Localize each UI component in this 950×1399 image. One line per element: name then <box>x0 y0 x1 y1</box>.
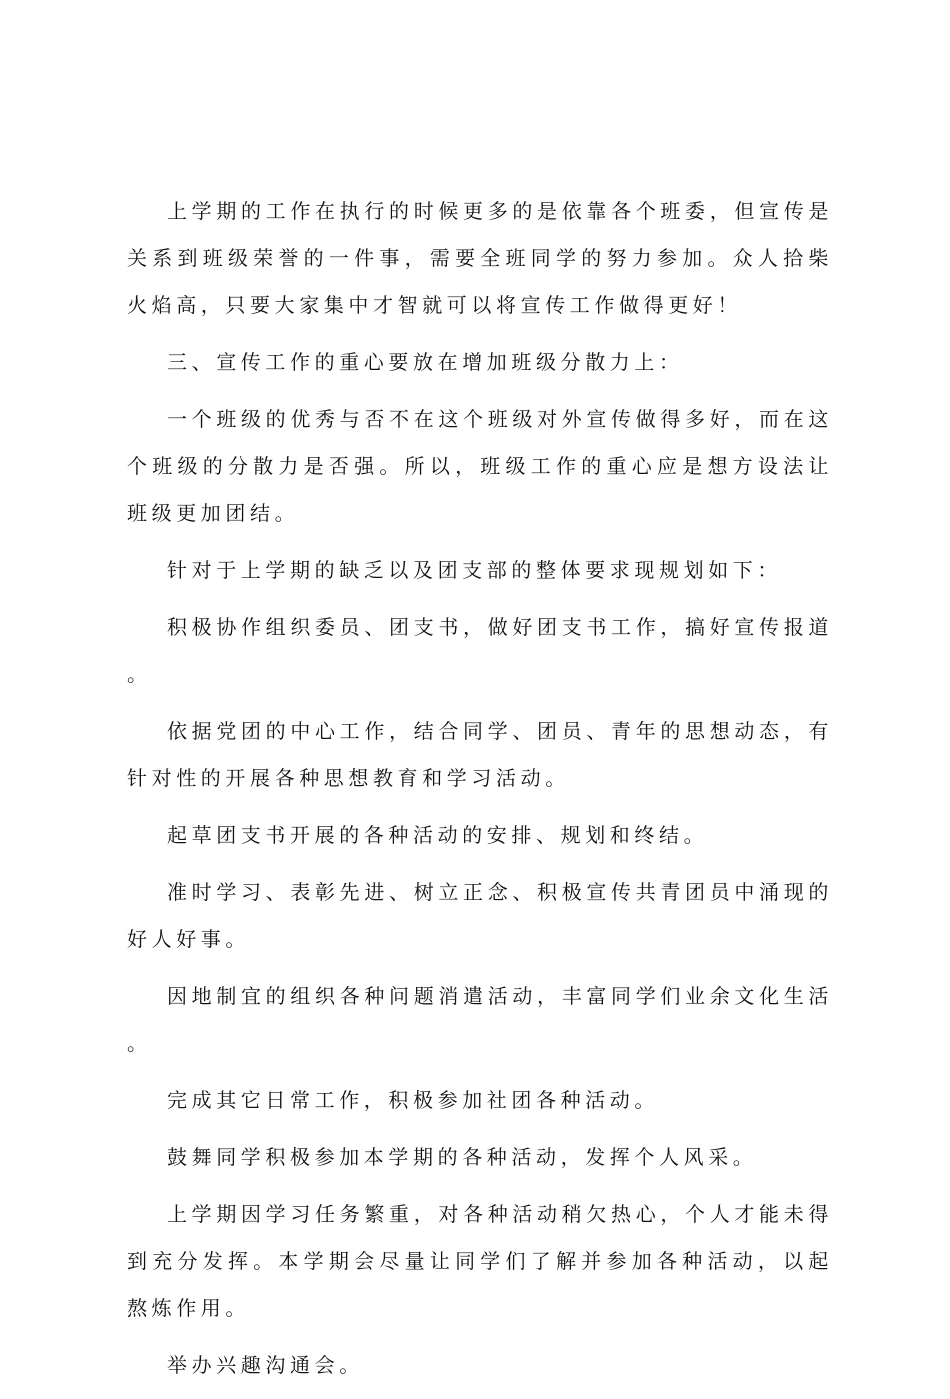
paragraph-5: 积极协作组织委员、团支书，做好团支书工作，搞好宣传报道。 <box>127 615 833 686</box>
paragraph-1: 上学期的工作在执行的时候更多的是依靠各个班委，但宣传是关系到班级荣誉的一件事，需要全班同学的努力参加。众人拾柴火焰高，只要大家集中才智就可以将宣传工作做得更好！ <box>127 199 833 317</box>
paragraph-2: 三、宣传工作的重心要放在增加班级分散力上： <box>167 350 684 374</box>
paragraph-13: 举办兴趣沟通会。 <box>167 1353 364 1377</box>
paragraph-6: 依据党团的中心工作，结合同学、团员、青年的思想动态，有针对性的开展各种思想教育和学习活动。 <box>127 719 833 790</box>
paragraph-4: 针对于上学期的缺乏以及团支部的整体要求现规划如下： <box>167 558 782 582</box>
document-body <box>127 188 833 1399</box>
paragraph-8: 准时学习、表彰先进、树立正念、积极宣传共青团员中涌现的好人好事。 <box>127 880 833 951</box>
paragraph-7: 起草团支书开展的各种活动的安排、规划和终结。 <box>167 823 709 847</box>
paragraph-10: 完成其它日常工作，积极参加社团各种活动。 <box>167 1088 659 1112</box>
paragraph-12: 上学期因学习任务繁重，对各种活动稍欠热心，个人才能未得到充分发挥。本学期会尽量让同学们了解并参加各种活动，以起熬炼作用。 <box>127 1202 833 1320</box>
paragraph-9: 因地制宜的组织各种问题消遣活动，丰富同学们业余文化生活。 <box>127 984 833 1055</box>
paragraph-11: 鼓舞同学积极参加本学期的各种活动，发挥个人风采。 <box>167 1145 758 1169</box>
paragraph-3: 一个班级的优秀与否不在这个班级对外宣传做得多好，而在这个班级的分散力是否强。所以，班级工作的重心应是想方设法让班级更加团结。 <box>127 407 833 525</box>
